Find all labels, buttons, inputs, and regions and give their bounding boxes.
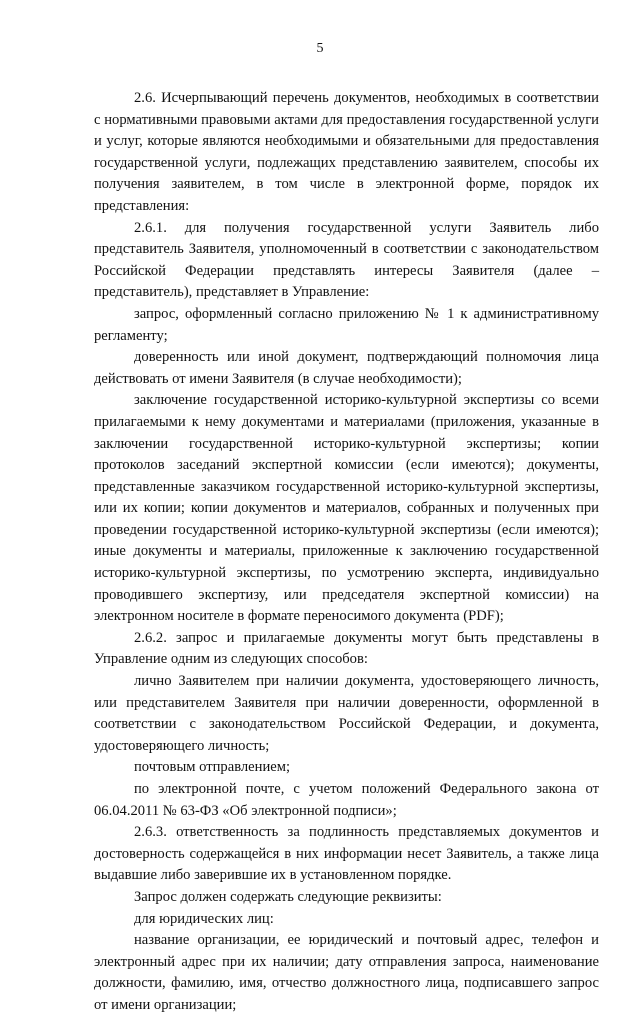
paragraph-2-6-1: 2.6.1. для получения государственной услуги Заявитель либо представитель Заявителя, уполномоченный в соответствии с законодательством Российской Федерации представлять интересы Заявителя (далее – представитель), представляет в Управление:: [94, 219, 599, 301]
page-number: 5: [316, 41, 324, 56]
paragraph-legal-entities: для юридических лиц:: [134, 910, 274, 927]
paragraph-in-person: лично Заявителем при наличии документа, удостоверяющего личность, или представителем Заявителя при наличии доверенности, оформленной в соответствии с законодательством Российской Федерации, и документа, удостоверяющего личность;: [94, 673, 599, 754]
document-body: [94, 88, 599, 1017]
paragraph-organization-details: название организации, ее юридический и почтовый адрес, телефон и электронный адрес при их наличии; дату отправления запроса, наименование должности, фамилию, имя, отчество должностного лица, подписавшего запрос от имени организации;: [94, 932, 599, 1013]
paragraph-request: запрос, оформленный согласно приложению № 1 к административному регламенту;: [94, 305, 599, 344]
paragraph-2-6-3: 2.6.3. ответственность за подлинность представляемых документов и достоверность содержащейся в них информации несет Заявитель, а также лица выдавшие либо заверившие их в установленном порядке.: [94, 824, 599, 884]
paragraph-by-mail: почтовым отправлением;: [134, 759, 291, 776]
paragraph-request-requisites: Запрос должен содержать следующие реквизиты:: [134, 888, 442, 905]
paragraph-by-email: по электронной почте, с учетом положений Федерального закона от 06.04.2011 № 63-ФЗ «Об электронной подписи»;: [94, 781, 599, 819]
paragraph-2-6-2: 2.6.2. запрос и прилагаемые документы могут быть представлены в Управление одним из следующих способов:: [94, 629, 599, 668]
paragraph-expertise-conclusion: заключение государственной историко-культурной экспертизы со всеми прилагаемыми к нему документами и материалами (приложения, указанные в заключении государственной историко-культурной экспертизы; копии протоколов заседаний экспертной комиссии (если имеются); документы, представленные заказчиком государственной историко-культурной экспертизы, или их копии; копии документов и материалов, собранных и полученных при проведении государственной историко-культурной экспертизы (если имеются); иные документы и материалы, приложенные к заключению государственной историко-культурной экспертизы, по усмотрению эксперта, индивидуально проводившего экспертизу, или председателя экспертной комиссии) на электронном носителе в формате переносимого документа (PDF);: [94, 392, 599, 625]
paragraph-power-of-attorney: доверенность или иной документ, подтверждающий полномочия лица действовать от имени Заявителя (в случае необходимости);: [94, 349, 599, 387]
paragraph-2-6: 2.6. Исчерпывающий перечень документов, необходимых в соответствии с нормативными правовыми актами для предоставления государственной услуги и услуг, которые являются необходимыми и обязательными для предоставления государственной услуги, подлежащих представлению заявителем, способы их получения заявителем, в том числе в электронной форме, порядок их представления:: [94, 90, 599, 214]
